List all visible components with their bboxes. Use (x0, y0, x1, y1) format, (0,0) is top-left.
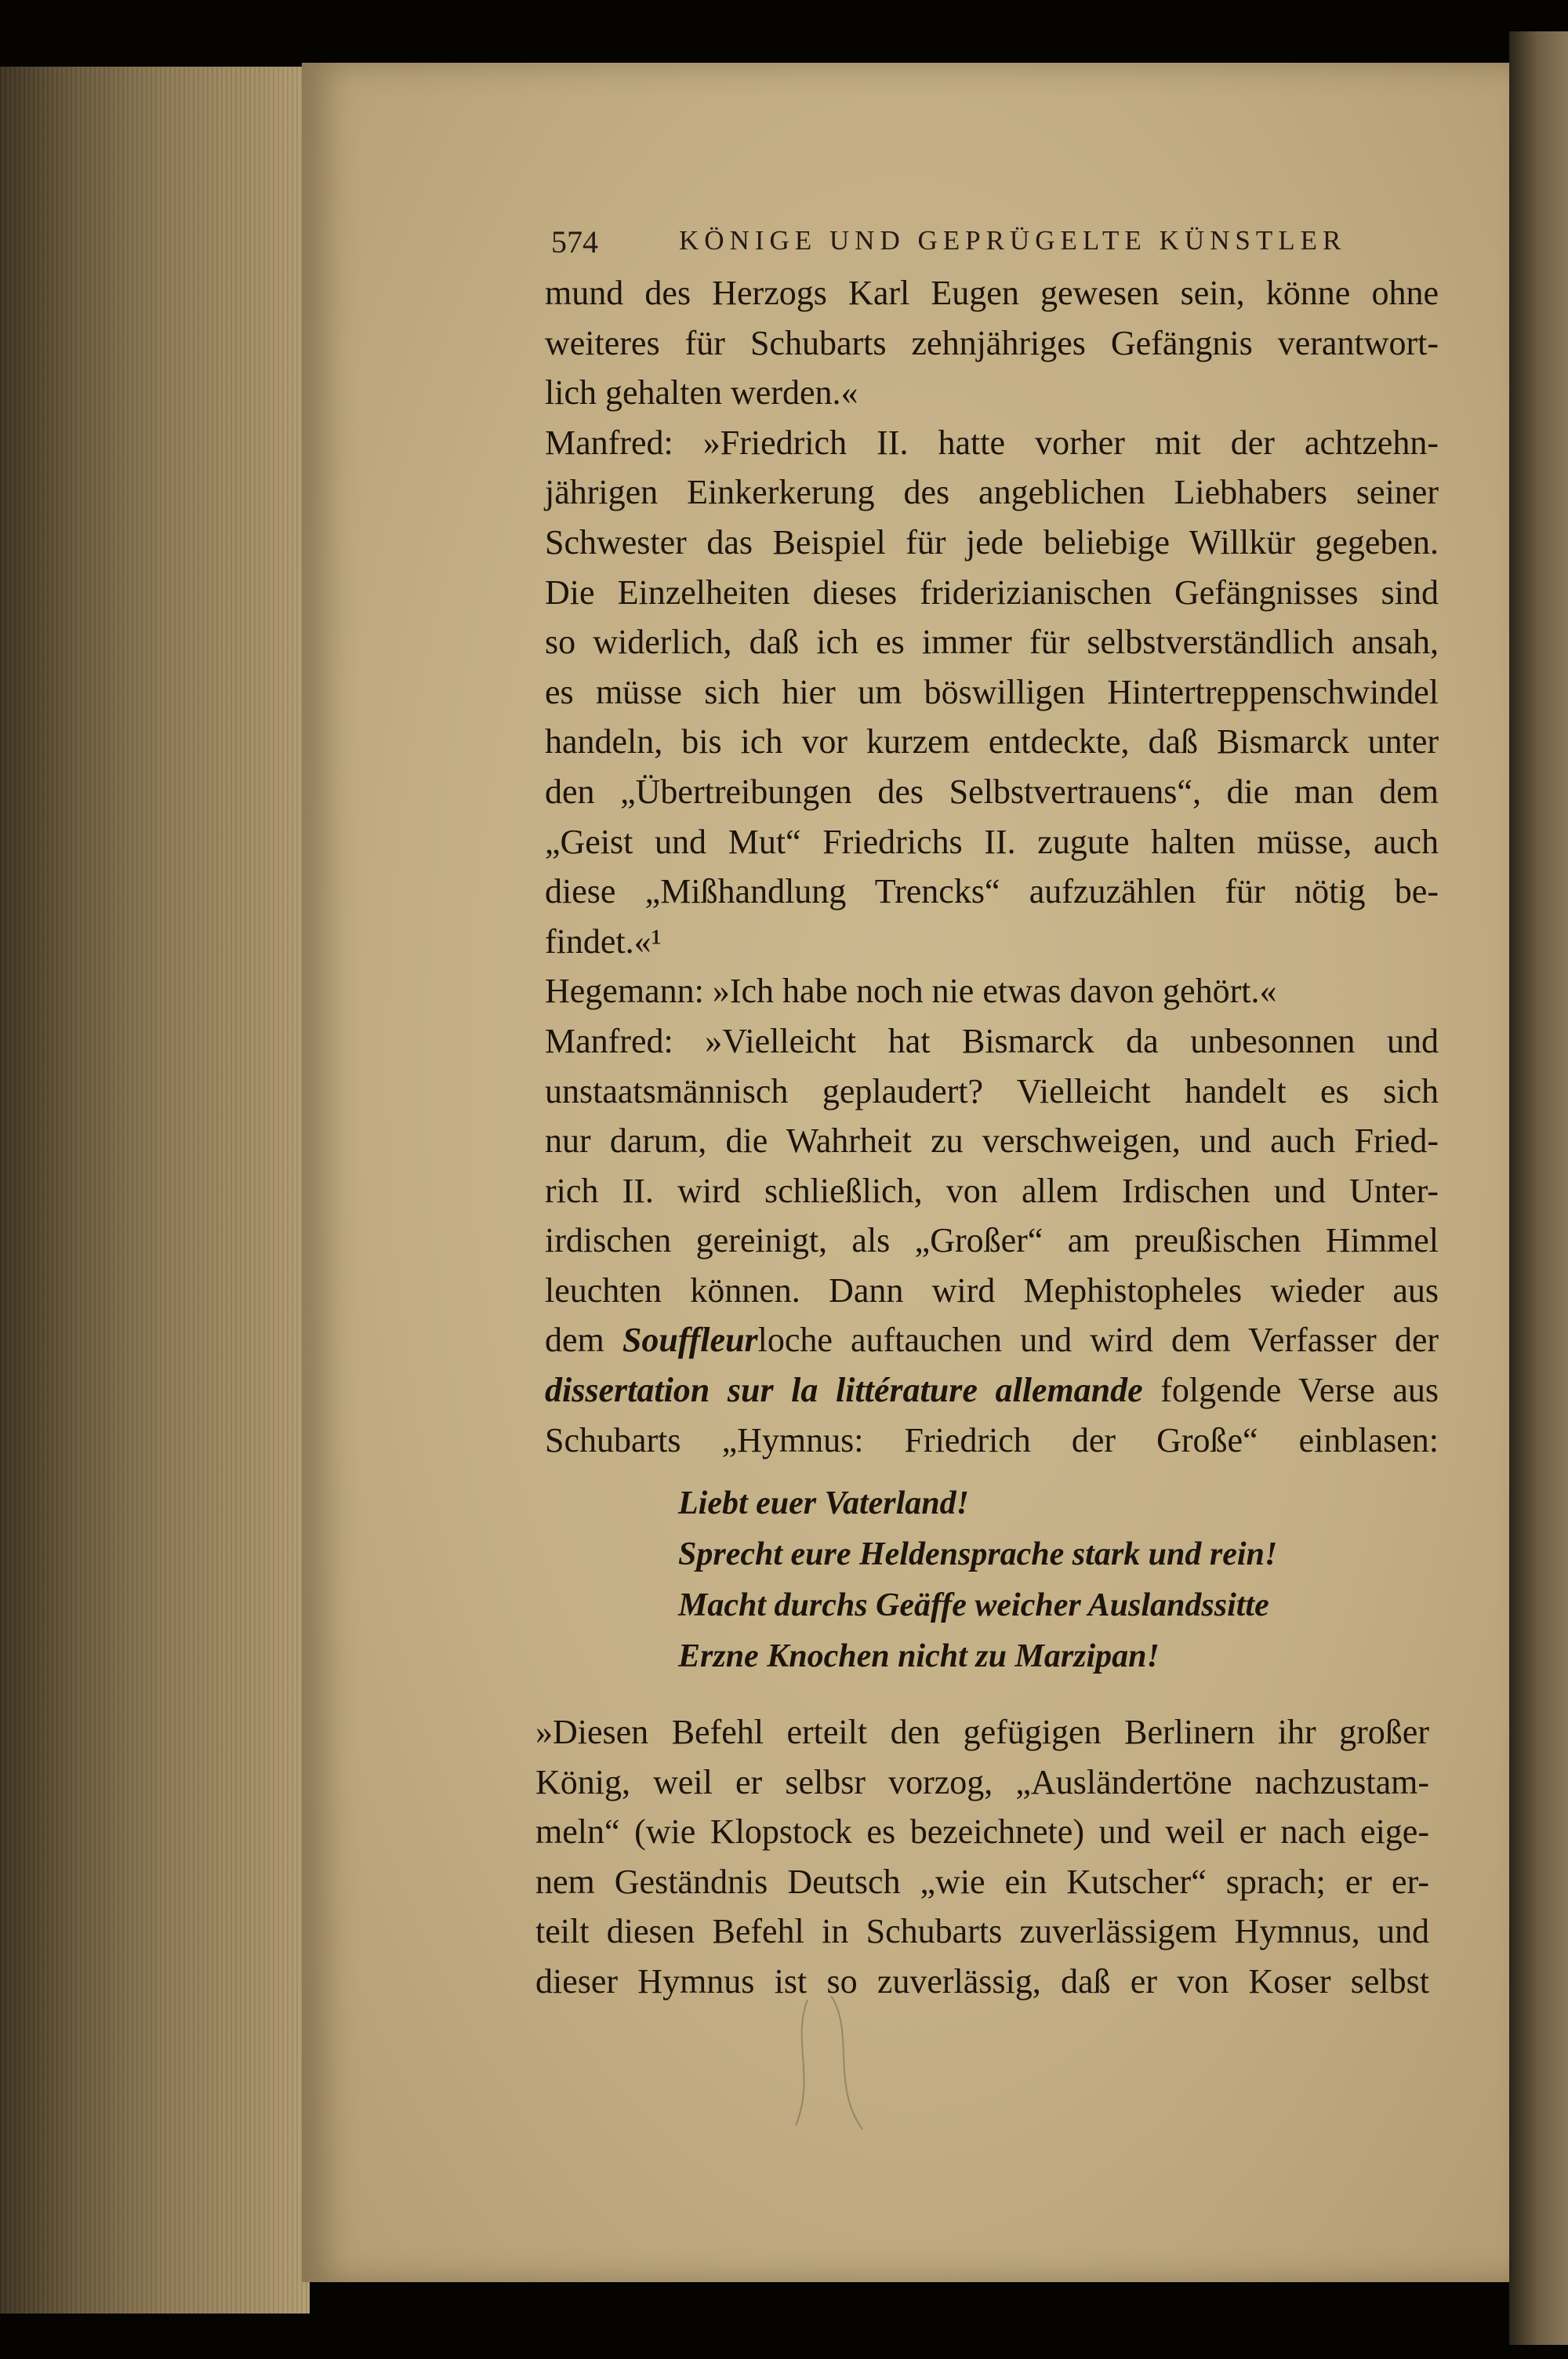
page-number: 574 (551, 224, 598, 260)
text-run: Souffleur (622, 1321, 758, 1360)
text-line: »Diesen Befehl erteilt den gefügigen Berlinern ihr großer (535, 1713, 1429, 1751)
text-line: leuchten können. Dann wird Mephistopheles wieder aus (545, 1270, 1439, 1310)
text-line: Die Einzelheiten dieses friderizianischen Gefängnisses sind (545, 572, 1439, 612)
page-edges-texture (0, 67, 310, 2314)
text-run: dem (545, 1321, 622, 1360)
body-text-continued (535, 1707, 1429, 2007)
text-line: Schwester das Beispiel für jede beliebige Willkür gegeben. (545, 522, 1439, 562)
text-line: König, weil er selbsr vorzog, „Ausländertöne nachzustam- (535, 1762, 1429, 1801)
text-line: jährigen Einkerkerung des angeblichen Liebhabers seiner (545, 473, 1439, 512)
text-line: weiteres für Schubarts zehnjähriges Gefängnis verantwort- (545, 323, 1439, 362)
page-header (551, 224, 1461, 263)
text-run: loche auftauchen und wird dem Verfasser der (757, 1321, 1439, 1360)
text-run: folgende Verse aus (1142, 1371, 1439, 1410)
text-line: den „Übertreibungen des Selbstvertrauens“, die man dem (545, 772, 1439, 811)
text-line (545, 1365, 1439, 1416)
running-title: KÖNIGE UND GEPRÜGELTE KÜNSTLER (679, 225, 1347, 256)
text-line: teilt diesen Befehl in Schubarts zuverlässigem Hymnus, und (535, 1912, 1429, 1951)
text-line: Schubarts „Hymnus: Friedrich der Große“ einblasen: (545, 1420, 1439, 1459)
text-line (545, 1315, 1439, 1365)
text-line: irdischen gereinigt, als „Großer“ am preußischen Himmel (545, 1221, 1439, 1260)
body-text (545, 268, 1439, 1465)
text-line: so widerlich, daß ich es immer für selbstverständlich ansah, (545, 623, 1439, 662)
verse-line: Macht durchs Geäffe weicher Auslandssitte (678, 1587, 1269, 1623)
text-line: lich gehalten werden.« (545, 373, 858, 413)
pencil-mark (784, 1992, 894, 2133)
text-line: unstaatsmännisch geplaudert? Vielleicht handelt es sich (545, 1071, 1439, 1110)
text-line: nem Geständnis Deutsch „wie ein Kutscher“ sprach; er er- (535, 1862, 1429, 1901)
text-line: handeln, bis ich vor kurzem entdeckte, daß Bismarck unter (545, 722, 1439, 761)
text-line: „Geist und Mut“ Friedrichs II. zugute halten müsse, auch (545, 822, 1439, 861)
text-line: es müsse sich hier um böswilligen Hintertreppenschwindel (545, 672, 1439, 711)
text-line: Manfred: »Vielleicht hat Bismarck da unbesonnen und (545, 1021, 1439, 1060)
text-line: rich II. wird schließlich, von allem Irdischen und Unter- (545, 1171, 1439, 1210)
text-line: Hegemann: »Ich habe noch nie etwas davon gehört.« (545, 972, 1277, 1011)
facing-page-edge (1509, 31, 1568, 2345)
text-line: mund des Herzogs Karl Eugen gewesen sein, könne ohne (545, 274, 1439, 312)
verse-line: Sprecht eure Heldensprache stark und rein! (678, 1536, 1278, 1572)
verse-line: Liebt euer Vaterland! (678, 1485, 970, 1521)
text-line: findet.«¹ (545, 921, 662, 961)
verse-line: Erzne Knochen nicht zu Marzipan! (678, 1638, 1160, 1674)
text-line: diese „Mißhandlung Trencks“ aufzuzählen für nötig be- (545, 872, 1439, 911)
text-line: meln“ (wie Klopstock es bezeichnete) und weil er nach eige- (535, 1812, 1429, 1852)
text-run: dissertation sur la littérature allemande (545, 1371, 1143, 1410)
text-line: dieser Hymnus ist so zuverlässig, daß er von Koser selbst (535, 1961, 1429, 2001)
verse-block (678, 1478, 1277, 1682)
text-line: Manfred: »Friedrich II. hatte vorher mit der achtzehn- (545, 423, 1439, 462)
text-line: nur darum, die Wahrheit zu verschweigen, und auch Fried- (545, 1121, 1439, 1161)
